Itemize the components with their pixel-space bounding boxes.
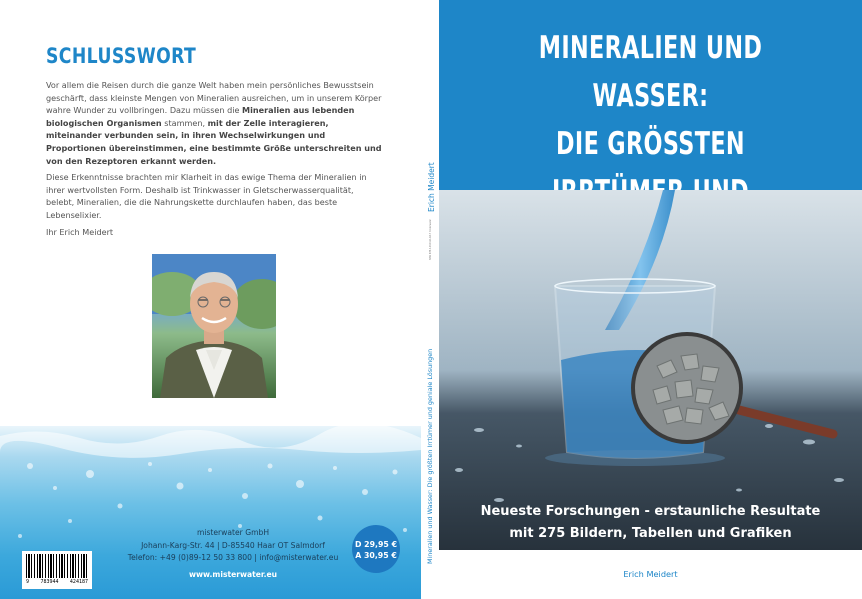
spine-title: Mineralien und Wasser: Die größten Irrtümer und geniale Lösungen: [426, 348, 434, 564]
spine-small-print: ISBN 978-3-944424-18-7 misterwater: [429, 218, 432, 260]
spine-small-print-area: [421, 190, 439, 260]
paragraph-1-text-b: stammen,: [161, 117, 208, 128]
front-subtitle: [439, 501, 862, 545]
barcode-group-2: 424187: [69, 579, 88, 585]
company-website: www.misterwater.eu: [188, 569, 278, 579]
company-info: [108, 527, 358, 581]
paragraph-1-text-a: Vor allem die Reisen durch die ganze Welt haben mein persönliches Bewusstsein geschärft, dass kleinste Mengen von Mineralien ausreichen, um in unserem Körper wahre Wunder zu vollbringen. Dazu müssen die: [46, 80, 382, 116]
company-contact: Telefon: +49 (0)89-12 50 33 800 | info@misterwater.eu: [127, 553, 339, 562]
company-name: misterwater GmbH: [196, 528, 270, 537]
barcode-bars: [26, 554, 88, 578]
spine-title-area: [421, 334, 439, 564]
paragraph-1-bold-2: mit der Zelle interagieren, miteinander verbunden sein, in ihren Wechselwirkungen und Proportionen übereinstimmen, eine bestimmte Größe unterschreiten und von den Rezeptoren erkannt werden.: [46, 117, 382, 166]
back-paragraph-1: [46, 79, 382, 167]
back-signature: Ihr Erich Meidert: [46, 226, 114, 237]
front-title-line-2: DIE GRÖSSTEN: [556, 126, 745, 162]
barcode-group-1: 783944: [40, 579, 59, 585]
paragraph-1-bold-1: Mineralien aus lebenden biologischen Organismen: [46, 105, 355, 128]
author-portrait: [152, 254, 276, 398]
front-author: Erich Meidert: [623, 569, 678, 579]
water-glass-illustration: [439, 190, 862, 550]
barcode-number: [26, 579, 88, 585]
barcode-first-digit: 9: [26, 579, 30, 585]
author-portrait-illustration: [152, 254, 276, 398]
back-cover: [0, 0, 421, 599]
front-title-line-1: MINERALIEN UND WASSER:: [538, 30, 763, 114]
price-de: D 29,95 €: [355, 540, 397, 549]
back-paragraph-2: Diese Erkenntnisse brachten mir Klarheit in das ewige Thema der Mineralien in ihrer wertvollsten Form. Deshalb ist Trinkwasser in Gletscherwasserqualität, belebt, Mineralien, die die Nahrungskette durchlaufen haben, das beste Lebenselixier.: [46, 172, 367, 220]
front-cover: [439, 0, 862, 599]
isbn-barcode: [22, 551, 92, 589]
back-body-text: [46, 79, 382, 242]
spine-author: Erich Meidert: [427, 162, 436, 212]
front-subtitle-line-2: mit 275 Bildern, Tabellen und Grafiken: [509, 526, 792, 541]
front-subtitle-line-1: Neueste Forschungen - erstaunliche Resultate: [480, 504, 821, 519]
price-at: A 30,95 €: [355, 551, 397, 560]
cover-photo: [439, 190, 862, 550]
company-address: Johann-Karg-Str. 44 | D-85540 Haar OT Salmdorf: [141, 540, 325, 550]
price-badge: [352, 525, 400, 573]
back-heading: SCHLUSSWORT: [46, 44, 197, 68]
front-title-band: [439, 0, 862, 190]
